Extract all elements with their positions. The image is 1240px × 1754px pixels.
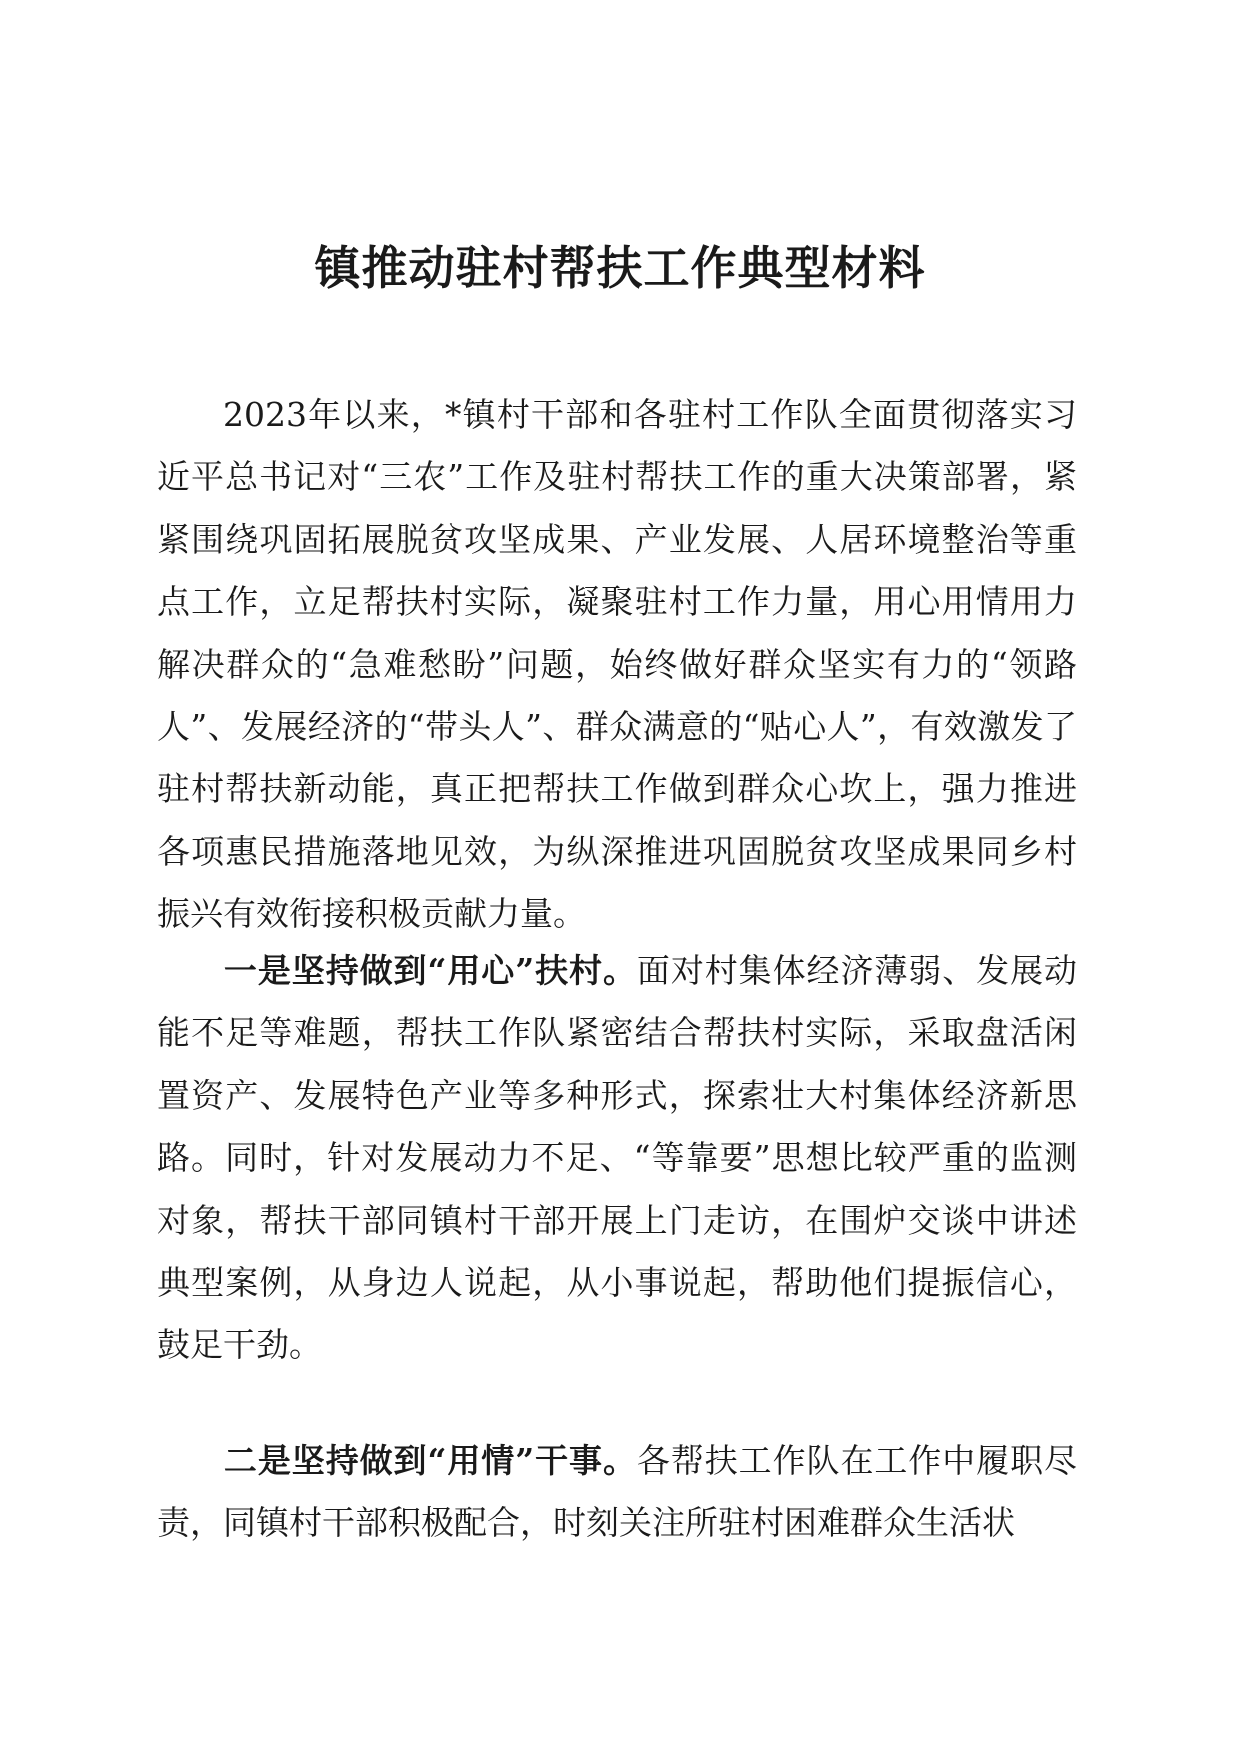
- paragraph-text: 2023年以来，*镇村干部和各驻村工作队全面贯彻落实习近平总书记对“三农”工作及驻村帮扶工作的重大决策部署，紧紧围绕巩固拓展脱贫攻坚成果、产业发展、人居环境整治等重点工作，立足帮扶村实际，凝聚驻村工作力量，用心用情用力解决群众的“急难愁盼”问题，始终做好群众坚实有力的“领路人”、发展经济的“带头人”、群众满意的“贴心人”，有效激发了驻村帮扶新动能，真正把帮扶工作做到群众心坎上，强力推进各项惠民措施落地见效，为纵深推进巩固脱贫攻坚成果同乡村振兴有效衔接积极贡献力量。: [157, 395, 1077, 934]
- paragraph-point-two: [157, 1430, 1077, 1555]
- paragraph-point-one: [157, 940, 1077, 1377]
- paragraph-text: 各帮扶工作队在工作中履职尽责，同镇村干部积极配合，时刻关注所驻村困难群众生活状: [157, 1441, 1077, 1543]
- document-title: 镇推动驻村帮扶工作典型材料: [314, 241, 926, 295]
- paragraph-lead: 一是坚持做到“用心”扶村。: [223, 951, 637, 990]
- paragraph-text: 面对村集体经济薄弱、发展动能不足等难题，帮扶工作队紧密结合帮扶村实际，采取盘活闲置资产、发展特色产业等多种形式，探索壮大村集体经济新思路。同时，针对发展动力不足、“等靠要”思想比较严重的监测对象，帮扶干部同镇村干部开展上门走访，在围炉交谈中讲述典型案例，从身边人说起，从小事说起，帮助他们提振信心，鼓足干劲。: [157, 951, 1077, 1365]
- paragraph-lead: 二是坚持做到“用情”干事。: [223, 1441, 637, 1480]
- paragraph-intro: [157, 384, 1077, 946]
